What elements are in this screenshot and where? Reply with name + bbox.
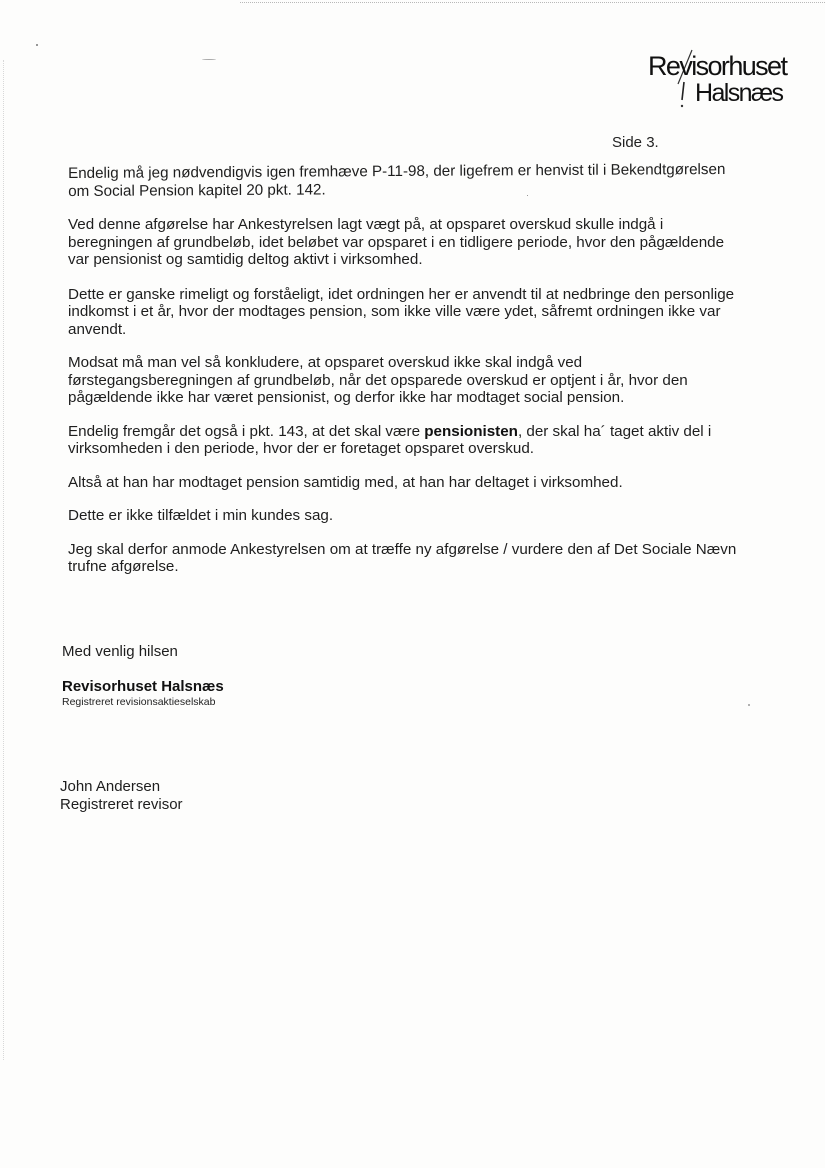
scan-edge-left bbox=[3, 60, 4, 1060]
paragraph-4: Modsat må man vel så konkludere, at opsparet overskud ikke skal indgå ved førstegangsberegningen af grundbeløb, når det opsparede overskud er optjent i år, hvor den pågældende ikke har været pensionist, og derfor ikke har modtaget social pension. bbox=[68, 354, 688, 406]
paragraph-1: Endelig må jeg nødvendigvis igen fremhæve P-11-98, der ligefrem er henvist til i Bekendtgørelsen om Social Pension kapitel 20 pkt. 142. bbox=[68, 160, 726, 200]
scan-speck bbox=[202, 59, 216, 60]
paragraph-3: Dette er ganske rimeligt og forståeligt, idet ordningen her er anvendt til at nedbringe den personlige indkomst i et år, hvor der modtages pension, som ikke ville være ydet, såfremt ordningen ikke var anvendt. bbox=[68, 285, 735, 338]
paragraph-5-before: Endelig fremgår det også i pkt. 143, at det skal være bbox=[68, 422, 425, 440]
logo-line2: Halsnæs bbox=[695, 79, 783, 107]
paragraph-8: Jeg skal derfor anmode Ankestyrelsen om at træffe ny afgørelse / vurdere den af Det Sociale Nævn trufne afgørelse. bbox=[68, 540, 737, 575]
signer-name: John Andersen bbox=[60, 778, 161, 795]
paragraph-5-after: , der skal ha´ taget aktiv del i virksomheden i den periode, hvor der er foretaget opsparet overskud. bbox=[68, 422, 712, 457]
letter-body bbox=[68, 160, 748, 592]
scan-speck bbox=[748, 704, 750, 706]
scan-edge-top bbox=[240, 2, 825, 3]
company-logo bbox=[648, 48, 798, 110]
paragraph-6: Altså at han har modtaget pension samtidig med, at han har deltaget i virksomhed. bbox=[68, 473, 623, 491]
paragraph-7: Dette er ikke tilfældet i min kundes sag. bbox=[68, 507, 334, 524]
firm-subtitle: Registreret revisionsaktieselskab bbox=[62, 696, 216, 708]
logo-line1: Revisorhuset bbox=[648, 51, 787, 81]
closing-greeting: Med venlig hilsen bbox=[62, 643, 178, 660]
signer-title: Registreret revisor bbox=[60, 796, 183, 813]
paragraph-5-emphasis: pensionisten bbox=[424, 422, 518, 440]
scan-speck bbox=[36, 44, 38, 46]
paragraph-2: Ved denne afgørelse har Ankestyrelsen lagt vægt på, at opsparet overskud skulle indgå i beregningen af grundbeløb, idet beløbet var opsparet i en tidligere periode, hvor den pågældende var pensionist og samtidig deltog aktivt i virksomhed. bbox=[68, 216, 725, 268]
paragraph-5 bbox=[68, 423, 748, 458]
firm-name: Revisorhuset Halsnæs bbox=[62, 678, 224, 695]
page-number: Side 3. bbox=[612, 134, 659, 151]
